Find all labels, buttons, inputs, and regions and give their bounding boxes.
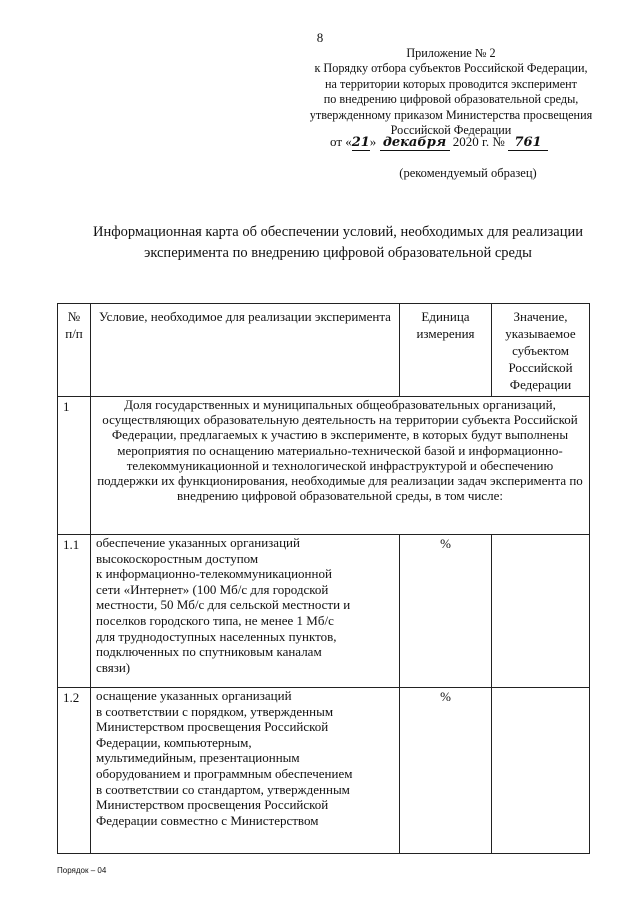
table-header-row xyxy=(58,304,590,397)
date-month: декабря xyxy=(380,135,450,151)
appendix-line: по внедрению цифровой образовательной среды, xyxy=(323,92,579,107)
appendix-line: на территории которых проводится эксперимент xyxy=(325,76,577,91)
title-line: эксперимента по внедрению цифровой образовательной среды xyxy=(144,245,532,261)
date-year: 2020 г. № xyxy=(452,134,505,149)
date-prefix: от « xyxy=(330,134,352,149)
row-condition: оснащение указанных организаций в соответствии с порядком, утвержденным Министерством просвещения Российской Федерации, компьютерным, мультимедийным, презентационным оборудованием и программным обеспечением в соответствии со стандартом, утвержденным Министерством просвещения Российской Федерации совместно с Министерством xyxy=(91,688,400,854)
appendix-title: Приложение № 2 xyxy=(406,46,496,60)
row-condition: обеспечение указанных организаций высокоскоростным доступом к информационно-телекоммуникационной сети «Интернет» (100 Мб/с для городской местности, 50 Мб/с для сельской местности и поселков городского типа, не менее 1 Мб/с для труднодоступных населенных пунктов, подключенных по спутниковым каналам связи) xyxy=(91,535,400,688)
appendix-block xyxy=(292,46,610,138)
row-value[interactable] xyxy=(492,688,590,854)
row-unit: % xyxy=(400,688,492,854)
table-row xyxy=(58,535,590,688)
appendix-line: к Порядку отбора субъектов Российской Федерации, xyxy=(314,61,588,76)
table-row xyxy=(58,688,590,854)
info-card-table xyxy=(57,303,590,854)
date-day: 21 xyxy=(351,135,370,150)
order-date-line xyxy=(330,134,590,151)
document-title xyxy=(60,222,616,264)
appendix-line: Российской Федерации xyxy=(390,123,512,138)
appendix-line: утвержденному приказом Министерства просвещения xyxy=(309,107,593,122)
row-unit: % xyxy=(400,535,492,688)
order-number: 761 xyxy=(508,135,548,151)
section-description: Доля государственных и муниципальных общеобразовательных организаций, осуществляющих образовательную деятельность на территории субъекта Российской Федерации, предлагаемых к участию в эксперименте, в которых будут выполнены мероприятия по оснащению материально-технической базой и информационно-телекоммуникационной и технологической инфраструктурой и обеспечению поддержки их функционирования, необходимые для реализации задач эксперимента по внедрению цифровой образовательной среды, в том числе: xyxy=(91,397,590,535)
header-condition: Условие, необходимое для реализации эксперимента xyxy=(91,304,400,397)
footer-code: Порядок – 04 xyxy=(57,866,107,875)
header-unit: Единица измерения xyxy=(400,304,492,397)
row-number: 1 xyxy=(58,397,91,535)
date-mid: » xyxy=(369,134,377,149)
table-row xyxy=(58,397,590,535)
row-value[interactable] xyxy=(492,535,590,688)
row-number: 1.1 xyxy=(58,535,91,688)
header-num: № п/п xyxy=(58,304,91,397)
title-line: Информационная карта об обеспечении условий, необходимых для реализации xyxy=(92,224,583,240)
page-number: 8 xyxy=(316,30,324,45)
header-value: Значение, указываемое субъектом Российской Федерации xyxy=(492,304,590,397)
recommended-sample-note: (рекомендуемый образец) xyxy=(399,166,537,180)
row-number: 1.2 xyxy=(58,688,91,854)
